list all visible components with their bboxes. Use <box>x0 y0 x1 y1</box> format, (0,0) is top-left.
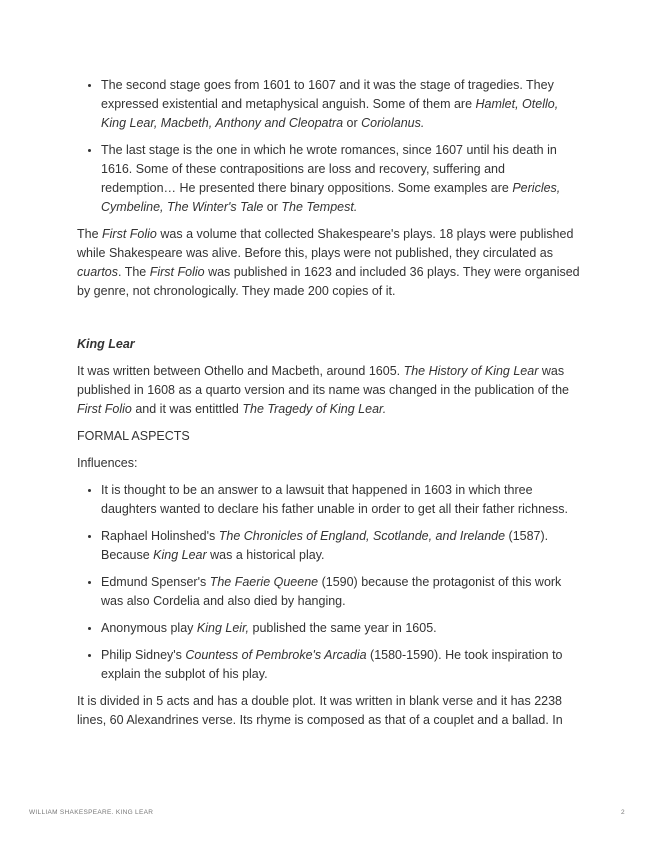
italic-text: King Leir, <box>196 621 250 635</box>
italic-text: Pericles, Cymbeline, The Winter's Tale <box>101 181 561 214</box>
section-spacer <box>77 309 581 335</box>
italic-text: The Faerie Queene <box>209 575 319 589</box>
list-item: • Edmund Spenser's The Faerie Queene (1590) because the protagonist of this work was also Cordelia and also died by hanging. <box>101 573 581 611</box>
structure-paragraph: It is divided in 5 acts and has a double plot. It was written in blank verse and it has 2238 lines, 60 Alexandrines verse. Its rhyme is composed as that of a couplet and a ballad. In <box>77 694 563 727</box>
king-lear-intro-paragraph: It was written between Othello and Macbeth, around 1605. The History of King Lear was published in 1608 as a quarto version and its name was changed in the publication of the First Folio and it was entittled The Tragedy of King Lear. <box>77 364 569 416</box>
italic-text: Hamlet, Otello, King Lear, Macbeth, Anthony and Cleopatra <box>101 97 559 130</box>
italic-text: First Folio <box>149 265 205 279</box>
list-item: • Anonymous play King Leir, published the same year in 1605. <box>101 619 581 638</box>
influences-label: Influences: <box>77 456 138 470</box>
formal-aspects-label: FORMAL ASPECTS <box>77 429 190 443</box>
influences-list <box>77 481 581 684</box>
italic-text: The Tragedy of King Lear. <box>242 402 387 416</box>
footer-title: WILLIAM SHAKESPEARE. KING LEAR <box>29 809 154 816</box>
italic-text: The History of King Lear <box>403 364 539 378</box>
stages-list <box>77 76 581 217</box>
italic-text: First Folio <box>102 227 157 241</box>
page-number: 2 <box>621 809 625 816</box>
section-heading: King Lear <box>77 337 135 351</box>
list-item: • The second stage goes from 1601 to 1607 and it was the stage of tragedies. They expressed existential and metaphysical anguish. Some of them are Hamlet, Otello, King Lear, Macbeth, Anthony and Cleopatra or Coriolanus. <box>101 76 581 133</box>
list-item: • It is thought to be an answer to a lawsuit that happened in 1603 in which three daughters wanted to declare his father unable in order to get all their father richness. <box>101 481 581 519</box>
document-body <box>77 76 581 738</box>
italic-text: The Chronicles of England, Scotlande, and Irelande <box>218 529 506 543</box>
italic-text: Countess of Pembroke's Arcadia <box>185 648 367 662</box>
italic-text: cuartos <box>77 265 118 279</box>
list-item: • Raphael Holinshed's The Chronicles of England, Scotlande, and Irelande (1587). Because King Lear was a historical play. <box>101 527 581 565</box>
first-folio-paragraph: The First Folio was a volume that collected Shakespeare's plays. 18 plays were published while Shakespeare was alive. Before this, plays were not published, they circulated as cuartos. The First Folio was published in 1623 and included 36 plays. They were organised by genre, not chronologically. They made 200 copies of it. <box>77 227 580 298</box>
list-item: • The last stage is the one in which he wrote romances, since 1607 until his death in 1616. Some of these contrapositions are loss and recovery, suffering and redemption… He presented there binary oppositions. Some examples are Pericles, Cymbeline, The Winter's Tale or The Tempest. <box>101 141 581 217</box>
italic-text: The Tempest. <box>281 200 358 214</box>
italic-text: First Folio <box>77 402 132 416</box>
italic-text: King Lear <box>153 548 207 562</box>
list-item: • Philip Sidney's Countess of Pembroke's Arcadia (1580-1590). He took inspiration to explain the subplot of his play. <box>101 646 581 684</box>
italic-text: Coriolanus. <box>361 116 425 130</box>
